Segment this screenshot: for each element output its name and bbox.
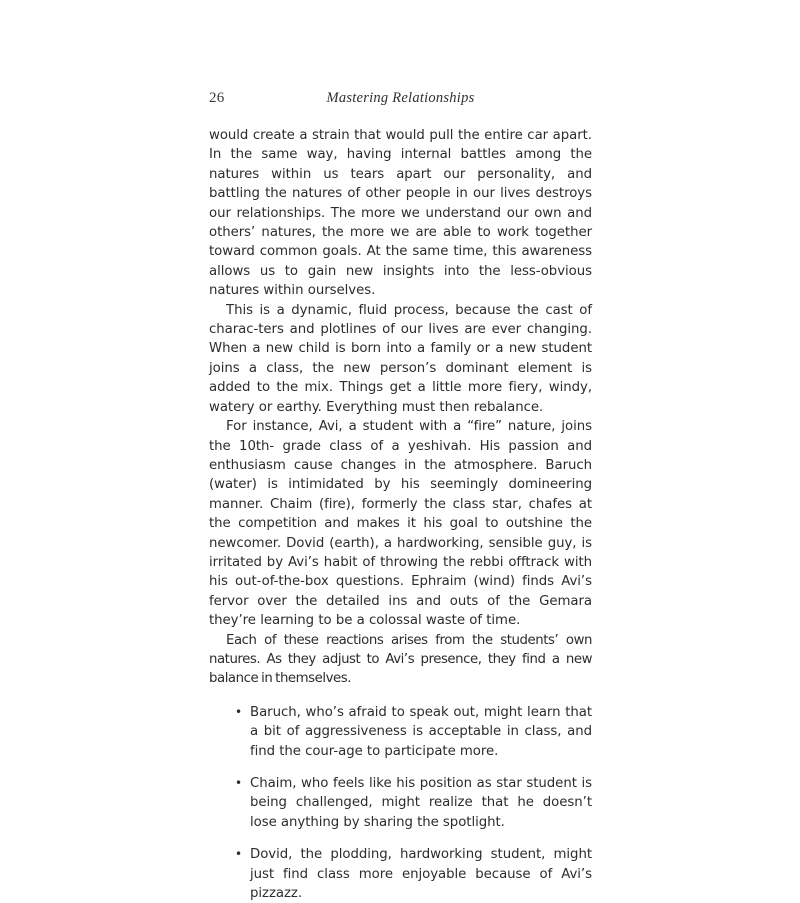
bullet-icon: • bbox=[235, 847, 243, 862]
body-paragraph: Each of these reactions arises from the students’ own natures. As they adjust to Avi’s presence, they find a new balance in themselves. bbox=[209, 632, 592, 687]
text-column bbox=[209, 126, 592, 903]
list-item-text: Dovid, the plodding, hardworking student, might just find class more enjoyable because of Avi’s pizzazz. bbox=[250, 847, 592, 902]
bullet-icon: • bbox=[235, 776, 243, 790]
bullet-icon: • bbox=[235, 704, 243, 719]
list-item bbox=[209, 774, 592, 832]
running-title: Mastering Relationships bbox=[326, 90, 475, 106]
body-paragraph: would create a strain that would pull the entire car apart. In the same way, having internal battles among the natures within us tears apart our personality, and battling the natures of other people in our lives destroys our relationships. The more we understand our own and others’ natures, the more we are able to work together toward common goals. At the same time, this awareness allows us to gain new insights into the less-obvious natures within ourselves. bbox=[209, 128, 592, 299]
list-item bbox=[209, 703, 592, 761]
list-item-text: Baruch, who’s afraid to speak out, might learn that a bit of aggressiveness is acceptable in class, and find the cour-age to participate more. bbox=[250, 704, 592, 759]
page-number: 26 bbox=[209, 90, 225, 106]
list-spacer bbox=[209, 689, 592, 703]
body-paragraph: This is a dynamic, fluid process, because the cast of charac-ters and plotlines of our lives are ever changing. When a new child is born into a family or a new student joins a class, the new person’s dominant element is added to the mix. Things get a little more fiery, windy, watery or earthy. Everything must then rebalance. bbox=[209, 302, 592, 415]
body-paragraph: For instance, Avi, a student with a “fire” nature, joins the 10th- grade class of a yeshivah. His passion and enthusiasm cause changes in the atmosphere. Baruch (water) is intimidated by his seemingly domineering manner. Chaim (fire), formerly the class star, chafes at the competition and makes it his goal to outshine the newcomer. Dovid (earth), a hardworking, sensible guy, is irritated by Avi’s habit of throwing the rebbi offtrack with his out-of-the-box questions. Ephraim (wind) finds Avi’s fervor over the detailed ins and outs of the Gemara they’re learning to be a colossal waste of time. bbox=[209, 419, 592, 629]
running-head bbox=[209, 90, 592, 112]
list-item bbox=[209, 845, 592, 903]
list-item-text: Chaim, who feels like his position as star student is being challenged, might realize that he doesn’t lose anything by sharing the spotlight. bbox=[250, 776, 592, 830]
bullet-list bbox=[209, 703, 592, 903]
